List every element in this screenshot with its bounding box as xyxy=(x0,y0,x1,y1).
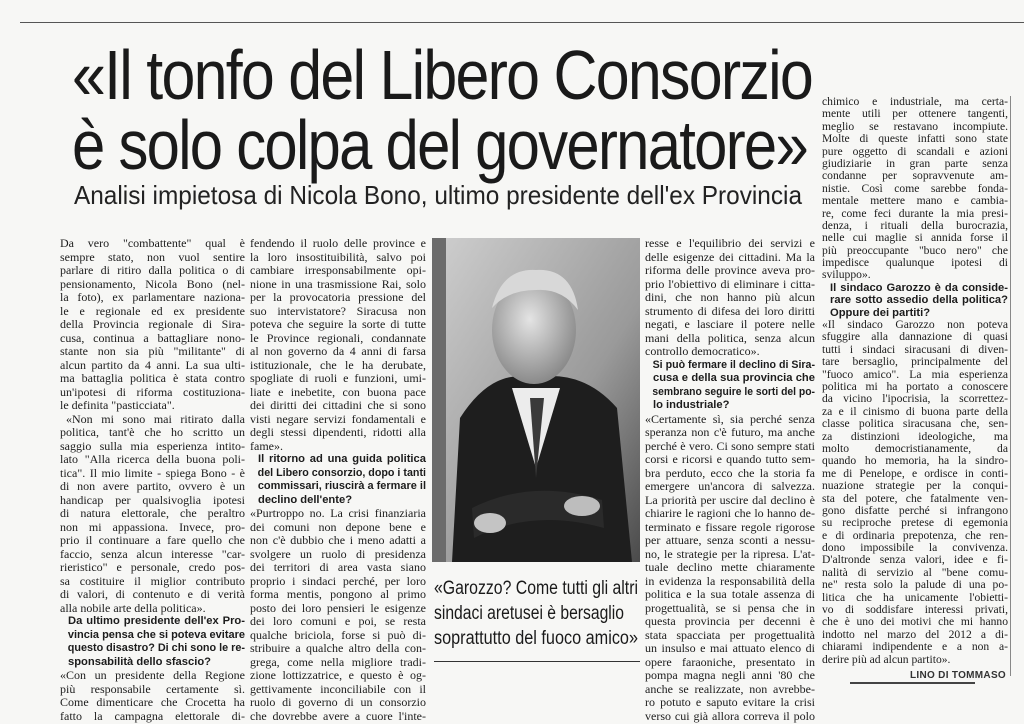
paragraph xyxy=(822,96,1008,282)
text-line: della Provincia regionale di Sira- xyxy=(60,317,245,331)
text-line: di non avere partito, ovvero è un xyxy=(60,479,245,493)
top-rule xyxy=(20,22,1024,23)
subheadline: Analisi impietosa di Nicola Bono, ultimo presidente dell'ex Provincia xyxy=(74,180,802,210)
article-column-2 xyxy=(250,237,426,723)
text-line: litica che ha unicamente l'obietti- xyxy=(822,590,1008,604)
text-line: le Province regionali, condannate xyxy=(250,330,426,345)
text-line: per attuare, senza sconti a nessu- xyxy=(645,533,815,547)
interview-question xyxy=(60,615,245,669)
text-line: Si può fermare il declino di Sira- xyxy=(652,358,815,371)
text-line: indotto nel marzo del 2012 a di- xyxy=(822,627,1008,641)
text-line: svolgere un ruolo di presidenza xyxy=(250,546,426,561)
text-line: gono disfatte perché si infrangono xyxy=(822,503,1008,517)
text-line: le definita "pasticciata". xyxy=(60,398,175,412)
text-line: grega, come nella migliore tradi- xyxy=(250,654,426,669)
article-column-3 xyxy=(645,237,815,723)
text-line: saggio sulla mia esperienza intito- xyxy=(60,438,245,453)
text-line: sviluppo». xyxy=(822,268,871,282)
text-line: stata spacciata per progettualità xyxy=(645,627,815,642)
paragraph xyxy=(60,413,245,616)
text-line: sempre stato, non vuol sentire xyxy=(60,249,245,264)
text-line: Il sindaco Garozzo è da conside- xyxy=(830,281,1008,294)
text-line: la foto), ex parlamentare naziona- xyxy=(60,290,245,304)
text-line: commissari, riuscirà a fermare il xyxy=(257,480,426,492)
text-line: Da ultimo presidente dell'ex Pro- xyxy=(68,615,245,627)
text-line: parlare di ritiro dalla politica o di xyxy=(60,263,245,277)
text-line: La priorità per uscire dal declino è xyxy=(645,492,815,507)
text-line: ne" resta solo la palude di una po- xyxy=(822,578,1008,592)
text-line: nalità di servizio al "bene comu- xyxy=(822,565,1008,579)
text-line: e di ordinaria prepotenza, che ren- xyxy=(822,528,1008,542)
text-line: stribuire a qualche altro della con- xyxy=(250,641,426,655)
text-line: delle esigenze dei cittadini. Ma la xyxy=(645,249,815,264)
text-line: emergere un'ancora di salvezza. xyxy=(645,479,815,493)
text-line: chiarire le ragioni che lo hanno de- xyxy=(645,506,815,520)
text-line: la loro insostituibilità, salvo poi xyxy=(250,249,426,264)
paragraph xyxy=(645,413,815,724)
text-line: cusa, continua a battagliare nono- xyxy=(60,330,245,345)
text-line: politica mi ha portato a conoscere xyxy=(822,379,1008,393)
text-line: che è uno dei motivi che mi hanno xyxy=(822,615,1008,629)
text-line: tuale declino mette chiaramente xyxy=(645,560,815,574)
pull-quote xyxy=(434,576,640,651)
text-line: cambiare irresponsabilmente opi- xyxy=(250,263,426,277)
text-line: «Con un presidente della Regione xyxy=(60,668,245,682)
text-line: cusa e della sua provincia che xyxy=(653,372,815,384)
text-line: tica". Il mio limite - spiega Bono - è xyxy=(60,465,245,480)
article-column-1 xyxy=(60,237,245,723)
text-line: qualche briciola, forse si può di- xyxy=(250,627,426,642)
text-line: istituzionale, che le ha derubate, xyxy=(250,357,426,372)
text-line: «Il sindaco Garozzo non poteva xyxy=(822,318,1008,332)
article-column-4 xyxy=(822,96,1008,666)
text-line: impedisce qualunque ipotesi di xyxy=(822,256,1008,270)
text-line: rieristico" e personale, credo pos- xyxy=(60,560,245,574)
text-line: dei loro comuni e poi, se resta xyxy=(250,614,426,628)
text-line: zione lottizzatrice, e questo è og- xyxy=(250,668,426,682)
pull-quote-line: soprattutto del fuoco amico» xyxy=(434,628,638,649)
text-line: non c'è dubbio che i meno adatti a xyxy=(250,533,426,547)
text-line: politica, tant'è che ho scritto un xyxy=(60,425,245,439)
text-line: bra perduto, ecco che la storia fa xyxy=(645,465,815,480)
text-line: sembrano seguire le sorti del po- xyxy=(652,385,815,398)
text-line: per la provocatoria pressione del xyxy=(250,290,426,304)
headline-line-2: è solo colpa del governatore» xyxy=(72,106,807,184)
author-byline: LINO DI TOMMASO xyxy=(910,670,1006,681)
text-line: politica e la sua totale assenza di xyxy=(645,587,815,601)
text-line: pompa magna negli anni '80 che xyxy=(645,668,815,682)
text-line: vo di soddisfare interessi privati, xyxy=(822,603,1008,617)
text-line: sa costituire il miglior contributo xyxy=(60,573,245,588)
text-line: perché è vero. Ci sono sempre stati xyxy=(645,438,815,453)
text-line: za e il cinismo di buona parte della xyxy=(822,404,1008,418)
column-divider xyxy=(1010,96,1011,676)
paragraph xyxy=(60,237,245,413)
text-line: fame». xyxy=(250,438,283,453)
text-line: «Purtroppo no. La crisi finanziaria xyxy=(250,506,426,520)
text-line: nuazione strategie per la conqui- xyxy=(822,479,1008,493)
text-line: chimico e industriale, ma certa- xyxy=(822,95,1008,108)
text-line: su reciproche pretese di egemonia xyxy=(822,516,1008,530)
text-line: fendendo il ruolo delle province e xyxy=(250,236,426,250)
text-line: terminato e fissare regole rigorose xyxy=(645,519,815,534)
text-line: progettualità, se si pensa che in xyxy=(645,600,815,615)
paragraph xyxy=(60,669,245,723)
text-line: pure oggetto di scandali e azioni xyxy=(822,144,1008,158)
text-line: suo intervistatore? Siracusa non xyxy=(250,303,426,318)
text-line: riforma delle province aveva pro- xyxy=(645,263,815,277)
text-line: le e regionale ed ex presidente xyxy=(60,303,245,318)
text-line: "fuoco amico". La mia esperienza xyxy=(822,367,1008,381)
portrait-photo xyxy=(432,238,640,562)
text-line: più responsabile certamente sì. xyxy=(60,681,245,696)
text-line: questo disastro? Di chi sono le re- xyxy=(67,642,245,654)
text-line: nelle cui maglie si annida forse il xyxy=(822,231,1008,245)
text-line: Molte di queste infatti sono state xyxy=(822,132,1008,146)
text-line: Il ritorno ad una guida politica xyxy=(258,453,426,465)
text-line: Da vero "combattente" qual è xyxy=(60,236,245,250)
end-rule xyxy=(850,682,975,684)
text-line: giudiziarie in gran parte senza xyxy=(822,156,1008,170)
text-line: no, le strategie per la ripresa. L'at- xyxy=(645,546,815,561)
text-line: pensionamento, Nicola Bono (nel- xyxy=(60,276,245,291)
text-line: del Libero consorzio, dopo i tanti xyxy=(257,466,426,479)
text-line: molto democristianamente, da xyxy=(822,441,1008,455)
text-line: sta del potere, che fatalmente ven- xyxy=(822,491,1008,505)
text-line: alcun partito da 4 anni. La sua ulti- xyxy=(60,357,245,372)
text-line: sponsabilità dello sfascio? xyxy=(68,655,211,668)
text-line: sfuggire alla dannazione di quasi xyxy=(822,330,1008,344)
text-line: Oppure dei partiti? xyxy=(830,306,931,319)
portrait-photo-icon xyxy=(432,238,640,562)
text-line: controllo democratico». xyxy=(645,344,760,358)
paragraph xyxy=(250,507,426,723)
pull-quote-rule xyxy=(434,661,640,662)
text-line: classe politica siracusana che, sen- xyxy=(822,417,1008,431)
paragraph xyxy=(822,319,1008,666)
headline-line-1: «Il tonfo del Libero Consorzio xyxy=(72,36,812,114)
text-line: ma battaglia politica è stata contro xyxy=(60,371,245,385)
text-line: fatto la campagna elettorale di- xyxy=(60,708,245,723)
text-line: dono impossibile la convivenza. xyxy=(822,541,1008,555)
text-line: chiarami indipendente e a non a- xyxy=(822,640,1008,654)
text-line: che dovrebbe avere a cuore l'inte- xyxy=(250,708,426,723)
text-line: mani della politica, senza alcun xyxy=(645,330,815,345)
text-line: rare sotto assedio della politica? xyxy=(830,294,1008,307)
paragraph xyxy=(250,237,426,453)
paragraph xyxy=(645,237,815,359)
text-line: di valori, di contenuto e di verità xyxy=(60,587,245,601)
text-line: un insulso e mai attuato elenco di xyxy=(645,641,815,655)
text-line: nistie. Così come sarebbe fonda- xyxy=(822,181,1008,195)
pull-quote-line: «Garozzo? Come tutti gli altri xyxy=(434,578,638,599)
text-line: visti negare servizi fondamentali e xyxy=(250,411,426,426)
text-line: D'altronde senza valori, idee e fi- xyxy=(822,553,1008,567)
text-line: forma mentis, pongono al primo xyxy=(250,587,426,601)
text-line: re, come feci durante la mia presi- xyxy=(822,206,1008,220)
text-line: prio il continuare a fare quello che xyxy=(60,533,245,547)
interview-question xyxy=(645,359,815,413)
text-line: dei territori di area vasta siano xyxy=(250,560,426,574)
text-line: denza, i rituali della burocrazia, xyxy=(822,218,1008,232)
text-line: tutti i sindaci siracusani di diven- xyxy=(822,342,1008,356)
text-line: resse e l'equilibrio dei servizi e xyxy=(645,236,815,250)
text-line: za distinzioni ideologiche, ma xyxy=(822,429,1008,443)
text-line: «Non mi sono mai ritirato dalla xyxy=(66,411,245,426)
text-line: nione in una trasmissione Rai, solo xyxy=(250,276,426,291)
text-line: dini, che non hanno più alcun xyxy=(645,290,815,304)
text-line: quando ho memoria, ha la sindro- xyxy=(822,454,1008,468)
interview-question xyxy=(822,282,1008,319)
text-line: opere faraoniche, presentato in xyxy=(645,654,815,669)
text-line: non mi appassiona. Invece, pro- xyxy=(60,519,245,534)
text-line: Come dimenticare che Crocetta ha xyxy=(60,695,245,709)
text-line: questa provincia per decenni è xyxy=(645,614,815,628)
text-line: vincia pensa che si poteva evitare xyxy=(67,628,245,641)
text-line: handicap per qualsivoglia ipotesi xyxy=(60,492,245,507)
text-line: in evidenza la responsabilità della xyxy=(645,573,815,588)
interview-question xyxy=(250,453,426,507)
text-line: stante non sia più "militante" di xyxy=(60,344,245,358)
text-line: condanne per sopravvenute am- xyxy=(822,169,1008,183)
text-line: spogliate di ruoli e funzioni, umi- xyxy=(250,371,426,385)
text-line: proprio i sindaci perché, per loro xyxy=(250,573,426,588)
text-line: un'ipotesi di riforma costituziona- xyxy=(60,384,245,399)
text-line: faccio, senza alcun interesse "car- xyxy=(60,546,245,561)
text-line: da vicino l'ipocrisia, la scorrettez- xyxy=(822,392,1008,406)
text-line: gettivamente inconciliabile con il xyxy=(250,681,426,696)
text-line: me di Penelope, e ordisce in conti- xyxy=(822,466,1008,480)
text-line: speranza non c'è futuro, ma anche xyxy=(645,425,815,439)
text-line: liate e inebetite, con buona pace xyxy=(250,384,426,399)
text-line: dei comuni non depone bene e xyxy=(250,519,426,534)
text-line: più preoccupante "buco nero" che xyxy=(822,243,1008,257)
text-line: meglio se restavano incompiute. xyxy=(822,119,1008,133)
text-line: anche se realizzate, non avrebbe- xyxy=(645,681,815,696)
pull-quote-line: sindaci aretusei è bersaglio xyxy=(434,603,624,624)
text-line: dei diritti dei cittadini che si sono xyxy=(250,398,426,412)
text-line: lato "Alla ricerca della buona poli- xyxy=(60,452,245,466)
text-line: strumento di difesa dei loro diritti xyxy=(645,303,815,318)
text-line: di natura elettorale, che peraltro xyxy=(60,506,245,520)
text-line: poteva che seguire la sorte di tutte xyxy=(250,317,426,331)
text-line: posto dei loro pensieri le esigenze xyxy=(250,600,426,615)
text-line: prio l'obiettivo di eliminare i citta- xyxy=(645,276,815,291)
text-line: lo industriale? xyxy=(653,399,730,411)
text-line: verso cui già allora correva il polo xyxy=(645,708,815,723)
text-line: ro potuto e saputo evitare la crisi xyxy=(645,695,815,709)
text-line: derire più ad alcun partito». xyxy=(822,652,951,666)
text-line: negati, e lasciare il potere nelle xyxy=(645,317,815,331)
text-line: declino dell'ente? xyxy=(258,493,353,506)
text-line: ruolo di governo di un consorzio xyxy=(250,695,426,709)
text-line: corsi e ricorsi e quando tutto sem- xyxy=(645,452,815,466)
text-line: tare bersaglio, principalmente del xyxy=(822,355,1008,369)
text-line: degli stessi dipendenti, ridotti alla xyxy=(250,425,426,439)
text-line: alla nobile arte della politica». xyxy=(60,600,206,615)
text-line: al non governo da 4 anni di farsa xyxy=(250,344,426,358)
text-line: mente utili per ottenere tangenti, xyxy=(822,107,1008,121)
text-line: «Certamente sì, sia perché senza xyxy=(645,411,815,426)
text-line: mentale mettere mano e cambia- xyxy=(822,194,1008,208)
